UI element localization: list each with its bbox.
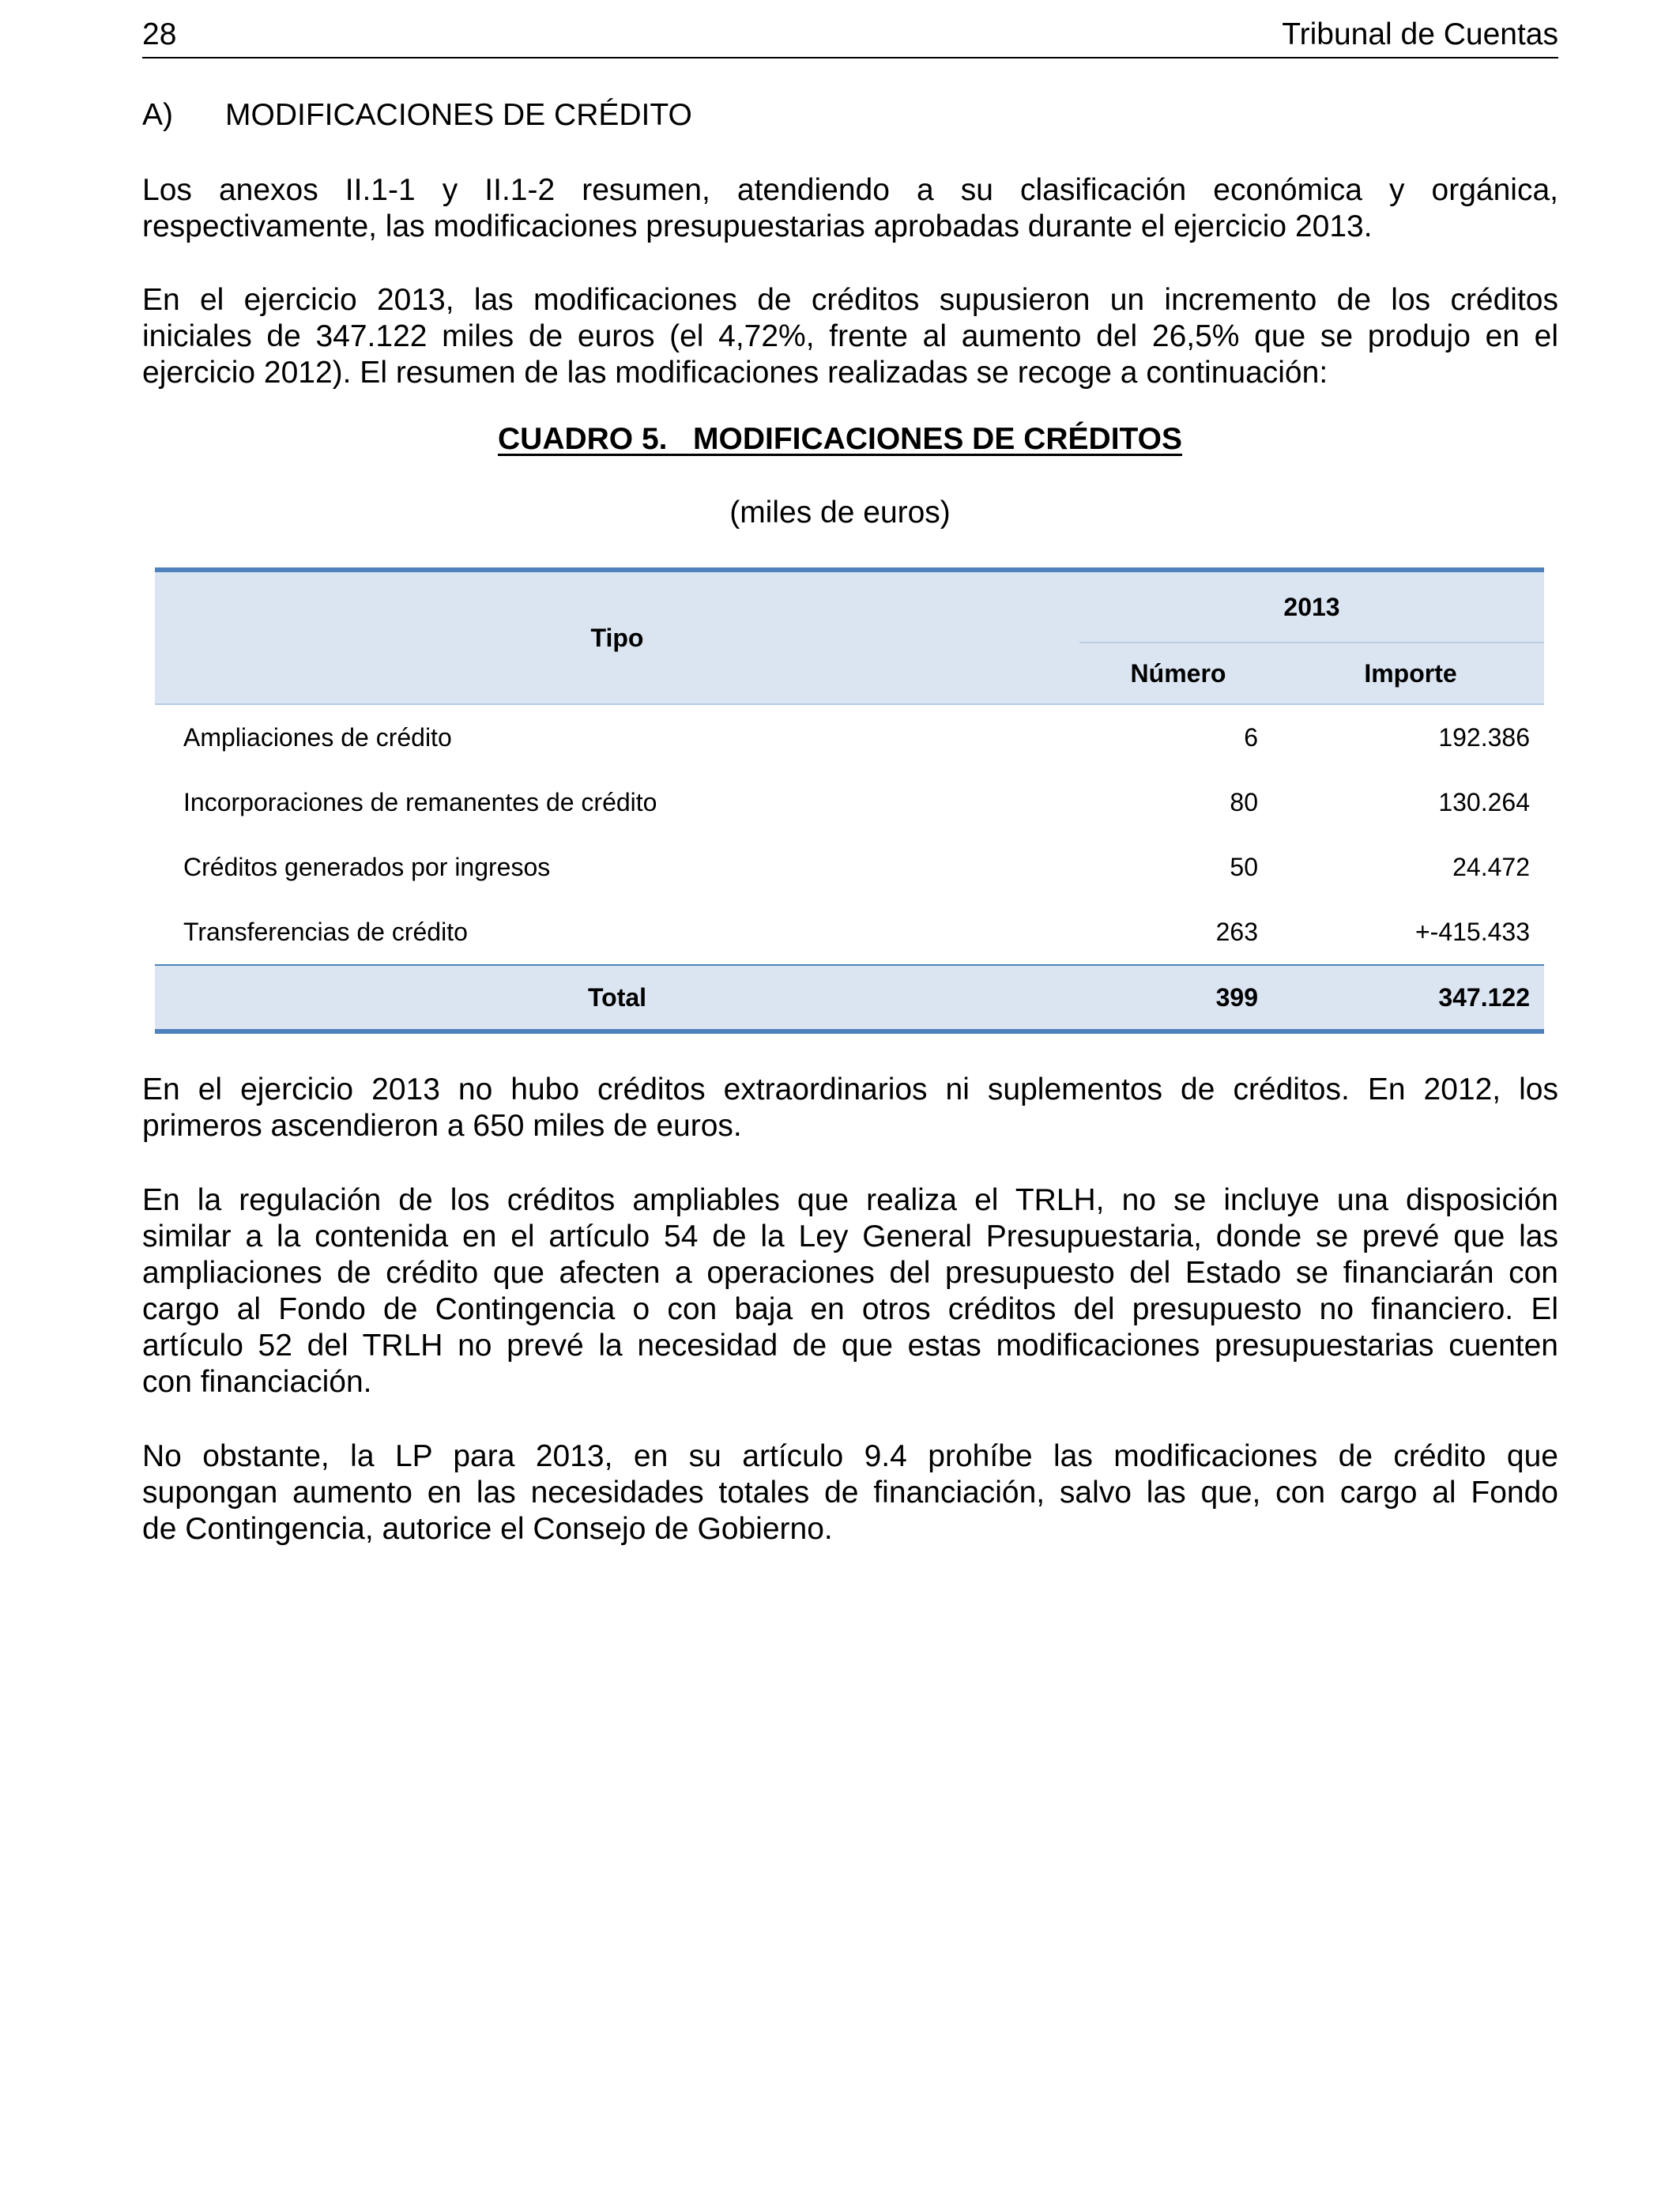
row-tipo: Transferencias de crédito [183, 917, 468, 946]
section-heading [142, 98, 692, 133]
paragraph-line: primeros ascendieron a 650 miles de euros. [142, 1109, 742, 1143]
total-label: Total [587, 982, 647, 1012]
paragraph-line: similar a la contenida en el artículo 54 de la Ley General Presupuestaria, donde se prevé que las [142, 1220, 1558, 1253]
paragraph-4 [142, 1182, 1558, 1400]
paragraph-line: No obstante, la LP para 2013, en su artículo 9.4 prohíbe las modificaciones de crédito que [142, 1439, 1558, 1473]
section-letter: A) [142, 98, 173, 132]
page-header [142, 17, 1558, 58]
row-numero: 50 [1230, 852, 1258, 881]
paragraph-line: En el ejercicio 2013 no hubo créditos extraordinarios ni suplementos de créditos. En 2012, los [142, 1072, 1558, 1106]
header-year: 2013 [1079, 572, 1544, 643]
table-units: (miles de euros) [729, 496, 951, 530]
table-title-text: CUADRO 5. MODIFICACIONES DE CRÉDITOS [497, 422, 1183, 456]
credit-modifications-table [155, 567, 1544, 1034]
row-importe: +-415.433 [1414, 917, 1530, 946]
row-numero: 263 [1215, 917, 1258, 946]
paragraph-line: En la regulación de los créditos ampliables que realiza el TRLH, no se incluye una disposición [142, 1183, 1558, 1217]
row-importe: 192.386 [1438, 722, 1530, 752]
table-row [155, 899, 1544, 964]
section-title: MODIFICACIONES DE CRÉDITO [225, 98, 692, 132]
paragraph-2 [142, 282, 1558, 391]
row-importe: 24.472 [1452, 852, 1530, 881]
paragraph-line: ampliaciones de crédito que afecten a operaciones del presupuesto del Estado se financiarán con [142, 1256, 1558, 1290]
page-number: 28 [142, 17, 177, 51]
paragraph-line: supongan aumento en las necesidades totales de financiación, salvo las que, con cargo al Fondo [142, 1476, 1558, 1510]
paragraph-line: En el ejercicio 2013, las modificaciones de créditos supusieron un incremento de los créditos [142, 283, 1558, 317]
table-bottom-rule [155, 1029, 1544, 1034]
table-header [155, 572, 1544, 703]
table-title [0, 422, 1680, 457]
row-tipo: Créditos generados por ingresos [183, 852, 551, 881]
header-tipo: Tipo [590, 623, 644, 652]
total-importe: 347.122 [1438, 982, 1530, 1012]
paragraph-line: de Contingencia, autorice el Consejo de Gobierno. [142, 1512, 833, 1546]
table-row [155, 770, 1544, 835]
paragraph-line: artículo 52 del TRLH no prevé la necesidad de que estas modificaciones presupuestarias cuenten [142, 1329, 1558, 1363]
total-numero: 399 [1215, 982, 1258, 1012]
header-numero: Número [1130, 658, 1226, 688]
paragraph-line: ejercicio 2012). El resumen de las modificaciones realizadas se recoge a continuación: [142, 356, 1328, 390]
table-row [155, 705, 1544, 770]
paragraph-line: Los anexos II.1-1 y II.1-2 resumen, atendiendo a su clasificación económica y orgánica, [142, 173, 1558, 207]
row-tipo: Ampliaciones de crédito [183, 722, 452, 752]
table-total-row [155, 966, 1544, 1029]
header-importe: Importe [1364, 658, 1457, 688]
table-row [155, 835, 1544, 899]
paragraph-1 [142, 172, 1558, 245]
paragraph-line: iniciales de 347.122 miles de euros (el 4,72%, frente al aumento del 26,5% que se produjo en el [142, 319, 1558, 353]
row-numero: 6 [1244, 722, 1258, 752]
paragraph-line: cargo al Fondo de Contingencia o con baja en otros créditos del presupuesto no financiero. El [142, 1292, 1558, 1326]
running-head: Tribunal de Cuentas [1282, 17, 1558, 51]
paragraph-line: respectivamente, las modificaciones presupuestarias aprobadas durante el ejercicio 2013. [142, 209, 1373, 243]
row-tipo: Incorporaciones de remanentes de crédito [183, 787, 657, 816]
row-numero: 80 [1230, 787, 1258, 816]
paragraph-3 [142, 1072, 1558, 1144]
paragraph-5 [142, 1438, 1558, 1547]
paragraph-line: con financiación. [142, 1365, 372, 1399]
row-importe: 130.264 [1438, 787, 1530, 816]
